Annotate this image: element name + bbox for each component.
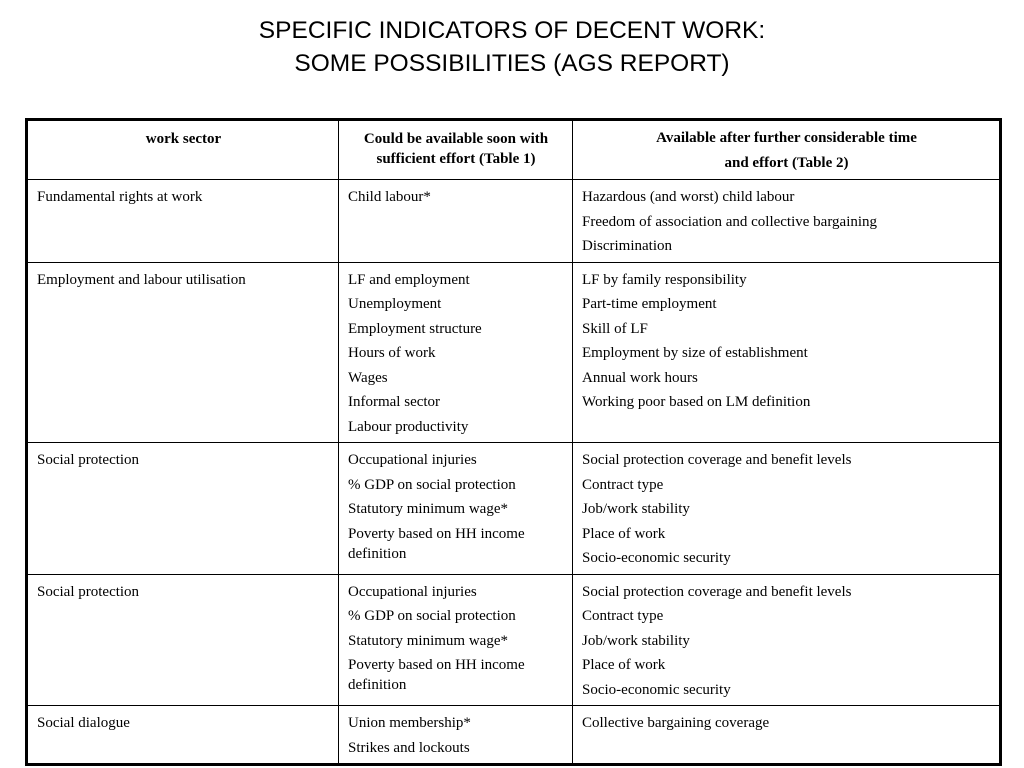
indicators-table — [25, 118, 1002, 766]
indicator-item: Wages — [348, 369, 388, 386]
indicator-item: Child labour* — [348, 189, 431, 205]
sector-label: Social dialogue — [37, 715, 130, 731]
table-row — [27, 443, 1001, 575]
cell-sector — [27, 706, 339, 765]
table-row — [27, 180, 1001, 263]
indicator-item: Socio-economic security — [582, 681, 731, 698]
header-available-later — [573, 120, 1001, 180]
indicator-item: Social protection coverage and benefit levels — [582, 583, 852, 600]
indicator-item: Statutory minimum wage* — [348, 501, 508, 517]
indicator-item: LF by family responsibility — [582, 271, 747, 288]
sector-label: Fundamental rights at work — [37, 189, 203, 205]
sector-label: Social protection — [37, 583, 140, 600]
indicator-item: Annual work hours — [582, 369, 698, 386]
indicator-item: Poverty based on HH income definition — [348, 657, 525, 693]
indicator-item: Occupational injuries — [348, 452, 477, 468]
cell-sector — [27, 443, 339, 575]
header-available-later-line-1: Available after further considerable time — [656, 130, 917, 146]
cell-available-soon — [339, 574, 573, 706]
cell-available-later — [573, 706, 1001, 765]
indicator-item: % GDP on social protection — [348, 608, 516, 624]
indicator-item: Contract type — [582, 608, 664, 624]
cell-available-soon — [339, 262, 573, 443]
indicator-item: Poverty based on HH income definition — [348, 525, 525, 562]
indicator-item: Working poor based on LM definition — [582, 394, 811, 410]
header-available-later-line-2: and effort (Table 2) — [724, 155, 849, 171]
indicator-item: Skill of LF — [582, 320, 648, 337]
cell-available-later — [573, 180, 1001, 263]
cell-sector — [27, 574, 339, 706]
header-work-sector: work sector — [27, 120, 339, 180]
indicator-item: Freedom of association and collective bargaining — [582, 213, 878, 230]
indicator-item: Job/work stability — [582, 632, 690, 649]
indicator-item: Occupational injuries — [348, 583, 477, 600]
indicator-item: % GDP on social protection — [348, 476, 516, 493]
cell-available-later — [573, 262, 1001, 443]
indicator-item: Union membership* — [348, 715, 471, 731]
indicator-item: Job/work stability — [582, 501, 690, 517]
indicator-item: Discrimination — [582, 238, 672, 254]
table-row — [27, 574, 1001, 706]
slide-title-line-2: SOME POSSIBILITIES (AGS REPORT) — [294, 50, 730, 77]
indicator-item: Hazardous (and worst) child labour — [582, 189, 795, 205]
table-header-row — [27, 120, 1001, 180]
slide-title-line-1: SPECIFIC INDICATORS OF DECENT WORK: — [258, 17, 766, 44]
indicator-item: Statutory minimum wage* — [348, 632, 508, 649]
cell-available-soon — [339, 443, 573, 575]
cell-sector — [27, 262, 339, 443]
indicator-item: Contract type — [582, 476, 664, 493]
table-row — [27, 262, 1001, 443]
table-row — [27, 706, 1001, 765]
indicator-item: Hours of work — [348, 345, 436, 361]
indicator-item: Socio-economic security — [582, 550, 731, 566]
indicator-item: Strikes and lockouts — [348, 739, 470, 756]
cell-available-soon — [339, 180, 573, 263]
indicator-item: Employment structure — [348, 320, 482, 337]
indicator-item: LF and employment — [348, 271, 470, 288]
indicator-item: Place of work — [582, 657, 666, 673]
cell-available-later — [573, 574, 1001, 706]
slide-title — [0, 14, 1024, 80]
indicator-item: Place of work — [582, 525, 666, 542]
cell-available-later — [573, 443, 1001, 575]
indicator-item: Collective bargaining coverage — [582, 715, 770, 731]
cell-available-soon — [339, 706, 573, 765]
indicator-item: Unemployment — [348, 296, 442, 312]
indicator-item: Informal sector — [348, 394, 441, 410]
indicator-item: Part-time employment — [582, 296, 717, 312]
sector-label: Social protection — [37, 452, 140, 468]
indicator-item: Social protection coverage and benefit levels — [582, 452, 852, 468]
indicator-item: Employment by size of establishment — [582, 345, 808, 361]
cell-sector — [27, 180, 339, 263]
sector-label: Employment and labour utilisation — [37, 271, 246, 288]
indicator-item: Labour productivity — [348, 418, 469, 435]
header-available-soon: Could be available soon with sufficient effort (Table 1) — [339, 120, 573, 180]
